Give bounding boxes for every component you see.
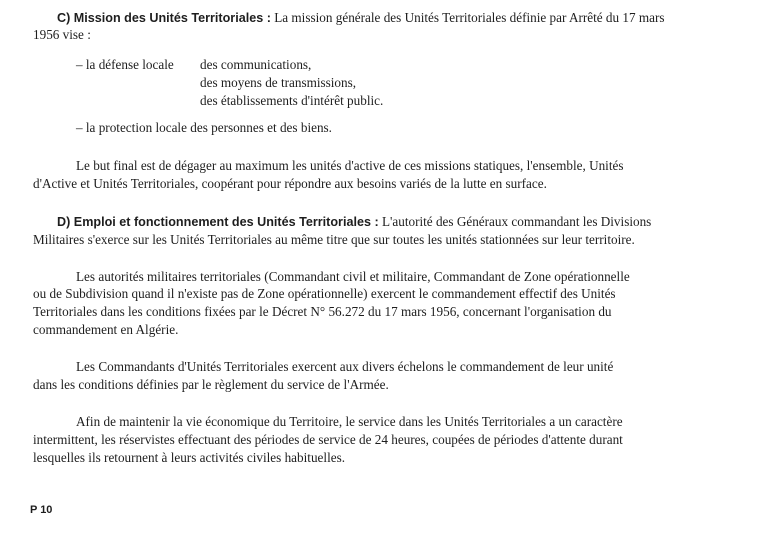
section-d-heading: D) Emploi et fonctionnement des Unités Territoriales :	[57, 215, 379, 229]
page-number: P 10	[30, 504, 53, 516]
item-defense-label: – la défense locale	[76, 57, 174, 72]
item-defense-line-2: des moyens de transmissions,	[200, 75, 357, 90]
section-d-para3-line-2: intermittent, les réservistes effectuant des périodes de service de 24 heures, coupées de périodes d'attente durant	[33, 432, 623, 447]
section-d-para3-line-1: Afin de maintenir la vie économique du Territoire, le service dans les Unités Territoriales a un caractère	[76, 414, 623, 429]
item-protection: – la protection locale des personnes et des biens.	[76, 120, 332, 135]
section-d-para3-line-3: lesquelles ils retournent à leurs activités civiles habituelles.	[33, 450, 346, 465]
section-d-para1-line-4: commandement en Algérie.	[33, 322, 179, 337]
section-d-para1-line-3: Territoriales dans les conditions fixées par le Décret N° 56.272 du 17 mars 1956, concernant l'organisation du	[33, 304, 612, 319]
section-c-heading: C) Mission des Unités Territoriales :	[57, 11, 271, 25]
section-c-intro: La mission générale des Unités Territoriales définie par Arrêté du 17 mars	[270, 10, 665, 25]
section-c-line-1	[57, 9, 665, 27]
section-d-para2-line-1: Les Commandants d'Unités Territoriales exercent aux divers échelons le commandement de leur unité	[76, 359, 614, 374]
item-defense-line-3: des établissements d'intérêt public.	[200, 93, 384, 108]
section-c-para-line-2: d'Active et Unités Territoriales, coopérant pour répondre aux besoins variés de la lutte en surface.	[33, 176, 547, 191]
section-c-para-line-1: Le but final est de dégager au maximum les unités d'active de ces missions statiques, l'ensemble, Unités	[76, 158, 624, 173]
section-d-intro: L'autorité des Généraux commandant les Divisions	[378, 214, 652, 229]
section-d-para2-line-2: dans les conditions définies par le règlement du service de l'Armée.	[33, 377, 389, 392]
item-defense-line-1: des communications,	[200, 57, 312, 72]
section-d-para1-line-2: ou de Subdivision quand il n'existe pas de Zone opérationnelle) exercent le commandement effectif des Unités	[33, 286, 616, 301]
section-d-para1-line-1: Les autorités militaires territoriales (Commandant civil et militaire, Commandant de Zone opérationnelle	[76, 269, 630, 284]
section-c-line-2: 1956 vise :	[33, 27, 91, 42]
section-d-line-1	[57, 213, 651, 231]
section-d-line-2: Militaires s'exerce sur les Unités Territoriales au même titre que sur toutes les unités stationnées sur leur territoire.	[33, 232, 635, 247]
